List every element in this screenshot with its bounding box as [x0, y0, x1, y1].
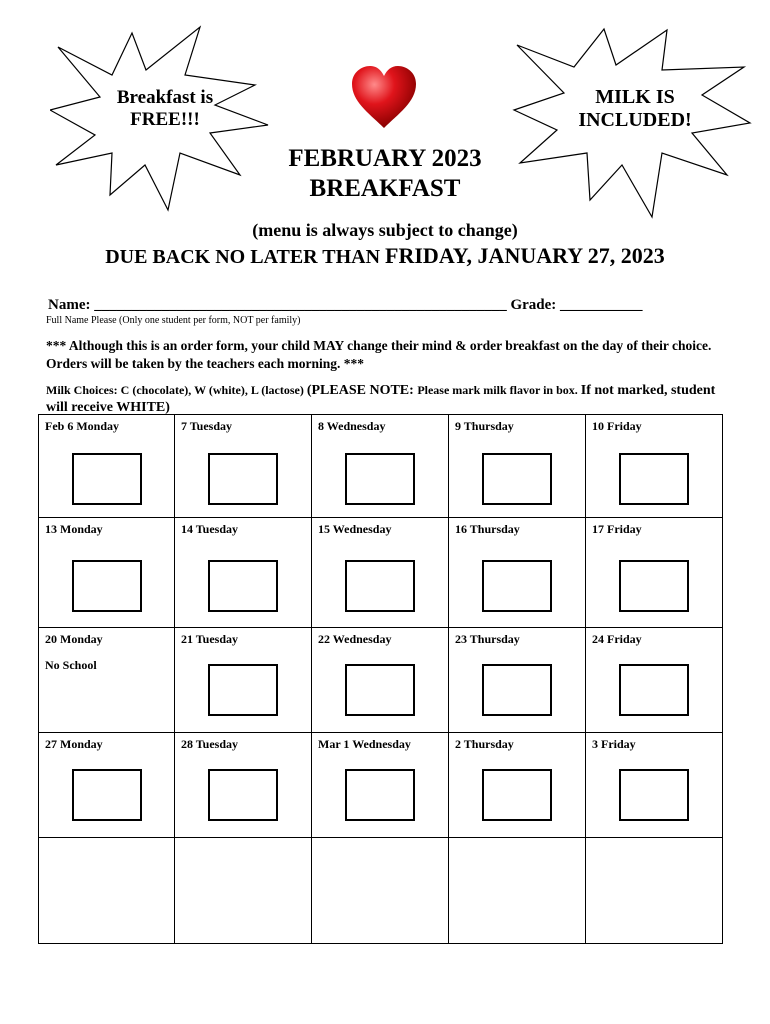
milk-order-box[interactable] — [482, 769, 552, 821]
day-cell: 23 Thursday — [449, 628, 586, 733]
due-date-line: DUE BACK NO LATER THAN FRIDAY, JANUARY 27, 2023 — [105, 243, 665, 268]
day-cell: 8 Wednesday — [312, 415, 449, 518]
day-cell: 15 Wednesday — [312, 518, 449, 628]
milk-order-box[interactable] — [482, 560, 552, 612]
empty-cell — [586, 838, 723, 944]
week-row-empty — [39, 838, 723, 944]
milk-included-callout: MILK IS INCLUDED! — [578, 86, 692, 131]
no-school-note: No School — [45, 658, 97, 672]
day-cell: 24 Friday — [586, 628, 723, 733]
day-cell: 17 Friday — [586, 518, 723, 628]
day-cell: Mar 1 Wednesday — [312, 733, 449, 838]
empty-cell — [449, 838, 586, 944]
milk-order-box[interactable] — [345, 664, 415, 716]
week-row — [39, 518, 723, 628]
day-cell: 16 Thursday — [449, 518, 586, 628]
milk-order-box[interactable] — [619, 453, 689, 505]
milk-order-box[interactable] — [72, 769, 142, 821]
week-row — [39, 628, 723, 733]
day-cell: 10 Friday — [586, 415, 723, 518]
day-cell: 21 Tuesday — [175, 628, 312, 733]
empty-cell — [175, 838, 312, 944]
day-cell: 2 Thursday — [449, 733, 586, 838]
empty-cell — [312, 838, 449, 944]
day-cell: Feb 6 Monday — [39, 415, 175, 518]
milk-order-box[interactable] — [208, 453, 278, 505]
empty-cell — [39, 838, 175, 944]
day-cell: 7 Tuesday — [175, 415, 312, 518]
name-instructions: Full Name Please (Only one student per form, NOT per family) — [46, 315, 301, 326]
order-notice: *** Although this is an order form, your child MAY change their mind & order breakfast on the day of their choice. Orders will be taken by the teachers each morning. *** — [46, 338, 712, 371]
milk-order-box[interactable] — [72, 453, 142, 505]
day-cell: 20 Monday No School — [39, 628, 175, 733]
milk-order-box[interactable] — [482, 664, 552, 716]
milk-order-box[interactable] — [619, 664, 689, 716]
day-cell: 13 Monday — [39, 518, 175, 628]
milk-order-box[interactable] — [208, 769, 278, 821]
menu-subtitle: (menu is always subject to change) — [252, 220, 518, 240]
day-cell: 27 Monday — [39, 733, 175, 838]
milk-order-box[interactable] — [72, 560, 142, 612]
milk-order-box[interactable] — [208, 560, 278, 612]
milk-order-box[interactable] — [345, 453, 415, 505]
milk-order-box[interactable] — [208, 664, 278, 716]
milk-order-box[interactable] — [482, 453, 552, 505]
day-cell: 14 Tuesday — [175, 518, 312, 628]
day-cell: 28 Tuesday — [175, 733, 312, 838]
page-title: FEBRUARY 2023 BREAKFAST — [288, 145, 482, 202]
day-cell: 3 Friday — [586, 733, 723, 838]
free-breakfast-callout: Breakfast is FREE!!! — [116, 87, 214, 130]
breakfast-calendar — [38, 414, 723, 944]
milk-order-box[interactable] — [619, 560, 689, 612]
week-row — [39, 733, 723, 838]
day-cell: 22 Wednesday — [312, 628, 449, 733]
milk-order-box[interactable] — [345, 560, 415, 612]
heart-icon — [350, 64, 418, 130]
week-row — [39, 415, 723, 518]
milk-choices: Milk Choices: C (chocolate), W (white), L (lactose) (PLEASE NOTE: Please mark milk flavor in box. If not marked, student will receive WHITE) — [46, 383, 716, 415]
milk-order-box[interactable] — [619, 769, 689, 821]
milk-order-box[interactable] — [345, 769, 415, 821]
day-cell: 9 Thursday — [449, 415, 586, 518]
name-grade-field[interactable]: Name: _______________________________________________________ Grade: ___________ — [48, 297, 643, 313]
